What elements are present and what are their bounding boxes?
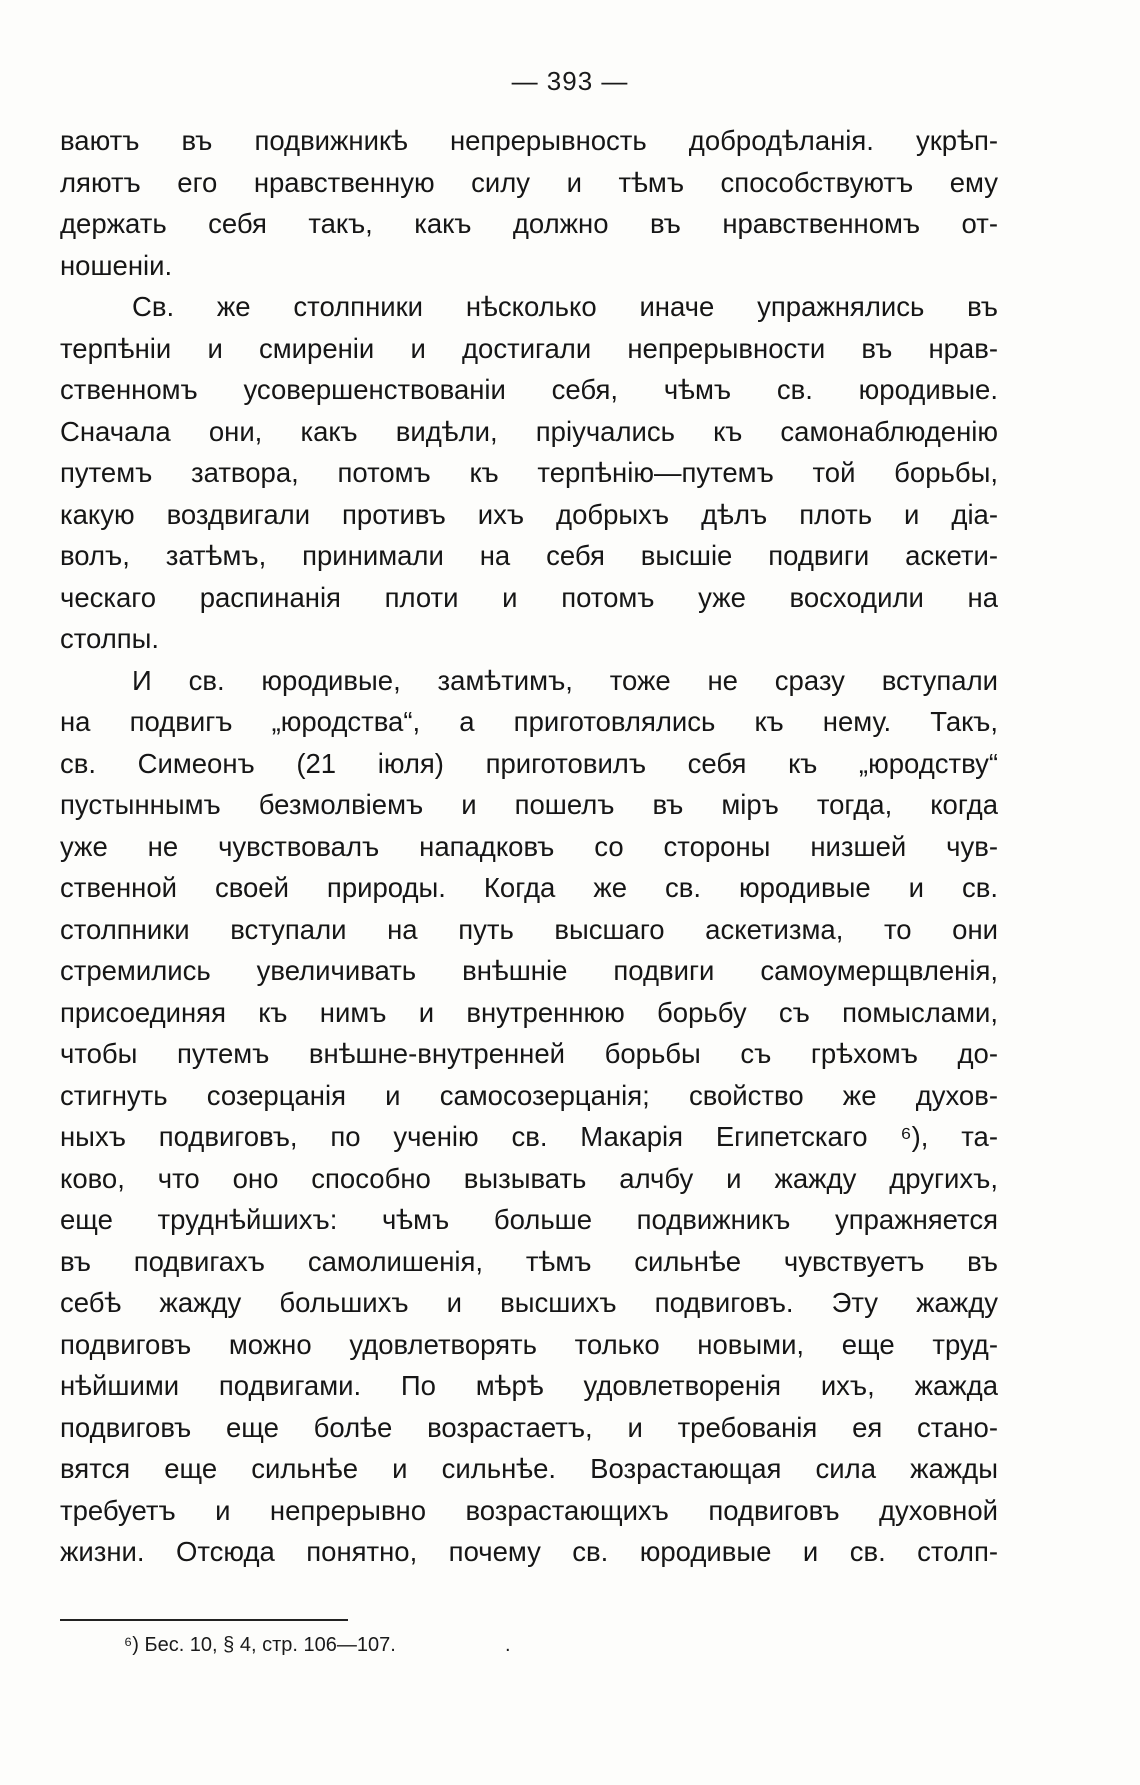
text-line: путемъ затвора, потомъ къ терпѣнію—путемъ той борьбы, (60, 457, 998, 488)
text-line: ственномъ усовершенствованіи себя, чѣмъ св. юродивые. (60, 374, 998, 405)
text-line: присоединяя къ нимъ и внутреннюю борьбу съ помыслами, (60, 996, 998, 1028)
text-line: держать себя такъ, какъ должно въ нравственномъ от- (60, 208, 998, 239)
text-line: Св. же столпники нѣсколько иначе упражнялись въ (132, 291, 998, 322)
text-line: ственной своей природы. Когда же св. юродивые и св. (60, 872, 998, 903)
text-line: вятся еще сильнѣе и сильнѣе. Возрастающая сила жажды (60, 1453, 998, 1484)
text-line: терпѣніи и смиреніи и достигали непрерывности въ нрав- (60, 332, 998, 364)
body-text (60, 120, 998, 1573)
text-line: подвиговъ можно удовлетворять только новыми, еще труд- (60, 1328, 998, 1360)
text-line: волъ, затѣмъ, принимали на себя высшіе подвиги аскети- (60, 540, 998, 571)
text-line: пустыннымъ безмолвіемъ и пошелъ въ міръ тогда, когда (60, 789, 998, 820)
text-line: жизни. Отсюда понятно, почему св. юродивые и св. столп- (60, 1536, 998, 1567)
paragraph-2 (60, 286, 998, 660)
text-line: ческаго распинанія плоти и потомъ уже восходили на (60, 581, 998, 613)
footnote-divider (60, 1619, 348, 1621)
paragraph-1 (60, 120, 998, 286)
footnote-mark: . (505, 1634, 511, 1656)
text-line: еще труднѣйшихъ: чѣмъ больше подвижникъ упражняется (60, 1204, 998, 1235)
footnote: ⁶) Бес. 10, § 4, стр. 106—107. (124, 1634, 396, 1656)
text-line: св. Симеонъ (21 іюля) приготовилъ себя къ „юродству“ (60, 747, 998, 779)
page-number: — 393 — (511, 66, 629, 96)
text-line: себѣ жажду большихъ и высшихъ подвиговъ. Эту жажду (60, 1287, 998, 1318)
text-line: столпы. (60, 623, 160, 654)
text-line: уже не чувствовалъ нападковъ со стороны низшей чув- (60, 830, 998, 862)
text-line: ково, что оно способно вызывать алчбу и жажду другихъ, (60, 1162, 998, 1194)
text-line: ляютъ его нравственную силу и тѣмъ способствуютъ ему (60, 166, 998, 198)
text-line: нѣйшими подвигами. По мѣрѣ удовлетворенія ихъ, жажда (60, 1370, 998, 1401)
text-line: подвиговъ еще болѣе возрастаетъ, и требованія ея стано- (60, 1411, 998, 1443)
text-line: столпники вступали на путь высшаго аскетизма, то они (60, 913, 998, 945)
text-line: чтобы путемъ внѣшне-внутренней борьбы съ грѣхомъ до- (60, 1038, 998, 1069)
text-line: стигнуть созерцанія и самосозерцанія; свойство же духов- (60, 1079, 998, 1111)
text-line: въ подвигахъ самолишенія, тѣмъ сильнѣе чувствуетъ въ (60, 1245, 998, 1277)
text-line: ваютъ въ подвижникѣ непрерывность добродѣланія. укрѣп- (60, 125, 998, 156)
text-line: Сначала они, какъ видѣли, пріучались къ самонаблюденію (60, 415, 998, 447)
text-line: какую воздвигали противъ ихъ добрыхъ дѣлъ плоть и діа- (60, 498, 998, 530)
text-line: ныхъ подвиговъ, по ученію св. Макарія Египетскаго ⁶), та- (60, 1121, 998, 1152)
text-line: И св. юродивые, замѣтимъ, тоже не сразу вступали (132, 664, 998, 696)
text-line: на подвигъ „юродства“, а приготовлялись къ нему. Такъ, (60, 706, 998, 737)
paragraph-3 (60, 660, 998, 1573)
text-line: требуетъ и непрерывно возрастающихъ подвиговъ духовной (60, 1494, 998, 1526)
text-line: ношеніи. (60, 249, 173, 281)
text-line: стремились увеличивать внѣшніе подвиги самоумерщвленія, (60, 955, 998, 986)
